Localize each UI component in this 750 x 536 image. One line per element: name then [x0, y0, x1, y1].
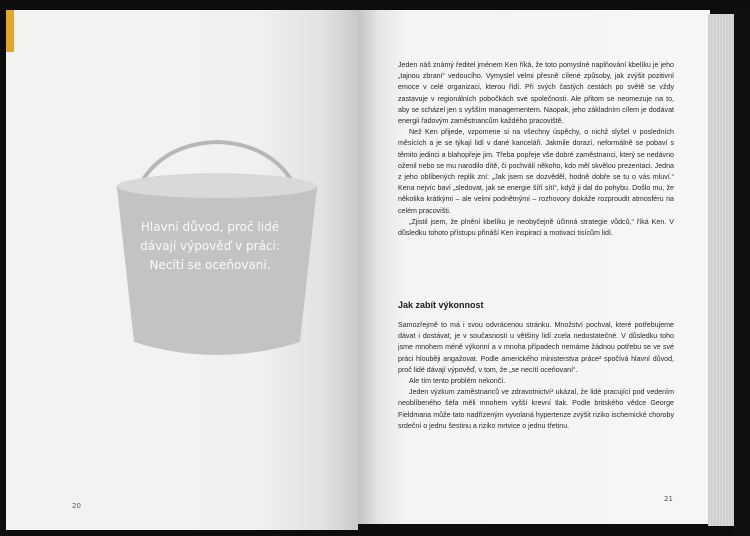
paragraph: Jeden náš známý ředitel jménem Ken říká, že toto pomyslné naplňování kbelíku je jeho „tajnou zbraní“ vedoucího. Vymyslel velmi přesně cílené způsoby, jak zvýšit pozitivní emoce v celé organizaci, kterou řídí. Při svých častých cestách po světě se vždy zastavuje v regionálních pobočkách své společnosti. Ale přitom se neomezuje na to, aby se scházel jen s vyšším managementem. Naopak, jeho základním cílem je dodávat energii řadovým zaměstnancům každého pracoviště.	[398, 61, 674, 126]
section-heading: Jak zabít výkonnost	[398, 300, 484, 310]
body-text-bottom	[398, 320, 674, 432]
paragraph: Jeden výzkum zaměstnanců ve zdravotnictví³ ukázal, že lidé pracující pod vedením neoblíbeného šéfa měli mnohem vyšší krevní tlak. Podle britského vědce George Fieldmana může tato nadřízeným vyvolaná hypertenze zvýšit riziko ischemické choroby srdeční o jednu šestinu a riziko mrtvice o jednu třetinu.	[398, 388, 674, 430]
paragraph: „Zjistil jsem, že plnění kbelíku je neobyčejně účinná strategie vůdců,“ říká Ken. V důsledku tohoto přístupu přináší Ken inspiraci a motivaci tisícům lidí.	[398, 217, 674, 238]
paragraph: Než Ken přijede, vzpomene si na všechny úspěchy, o nichž slyšel v posledních měsících a je se týkají lidí v dané kanceláři. Jakmile dorazí, neformálně se pobaví s těmito jedinci a blahopřeje jim. Třeba popřeje vše dobré zaměstnanci, který se nedávno oženil nebo se mu narodilo dítě, či pochválí někoho, kdo měl skvělou prezentaci. Jedna z jeho oblíbených replik zní: „Jak jsem se dozvěděl, hodně dobře se tu o vás mluví.“ Kena nejvíc baví „sledovat, jak se energie šíří sítí“, když ji dal do pohybu. Došlo mu, že několika krátkými – ale velmi podnětnými – rozhovory dokáže rozproudit atmosféru na celém pracovišti.	[398, 128, 674, 215]
paragraph: Ale tím tento problém nekončí.	[409, 377, 506, 386]
page-number-right: 21	[664, 495, 673, 503]
right-shadow	[734, 8, 750, 536]
bucket-caption: Hlavní důvod, proč lidé dávají výpověď v práci: Necítí se oceňovaní.	[140, 220, 280, 272]
paragraph: Samozřejmě to má i svou odvrácenou stránku. Množství pochval, které potřebujeme dávat i dostávat, je v současnosti u většiny lidí zcela nedostatečné. V důsledku toho jsme mnohem méně výkonní a v mnoha případech nemáme žádnou potřebu se ve své práci hlouběji angažovat. Podle amerického ministerstva práce² spočívá hlavní důvod, proč lidé dávají výpověď, v tom, že „se necítí oceňovaní“.	[398, 321, 674, 374]
page-number-left: 20	[72, 502, 81, 510]
page-edges	[708, 14, 734, 526]
bucket-rim-top	[117, 174, 317, 198]
body-text-top	[398, 60, 674, 239]
yellow-tab	[6, 10, 14, 52]
